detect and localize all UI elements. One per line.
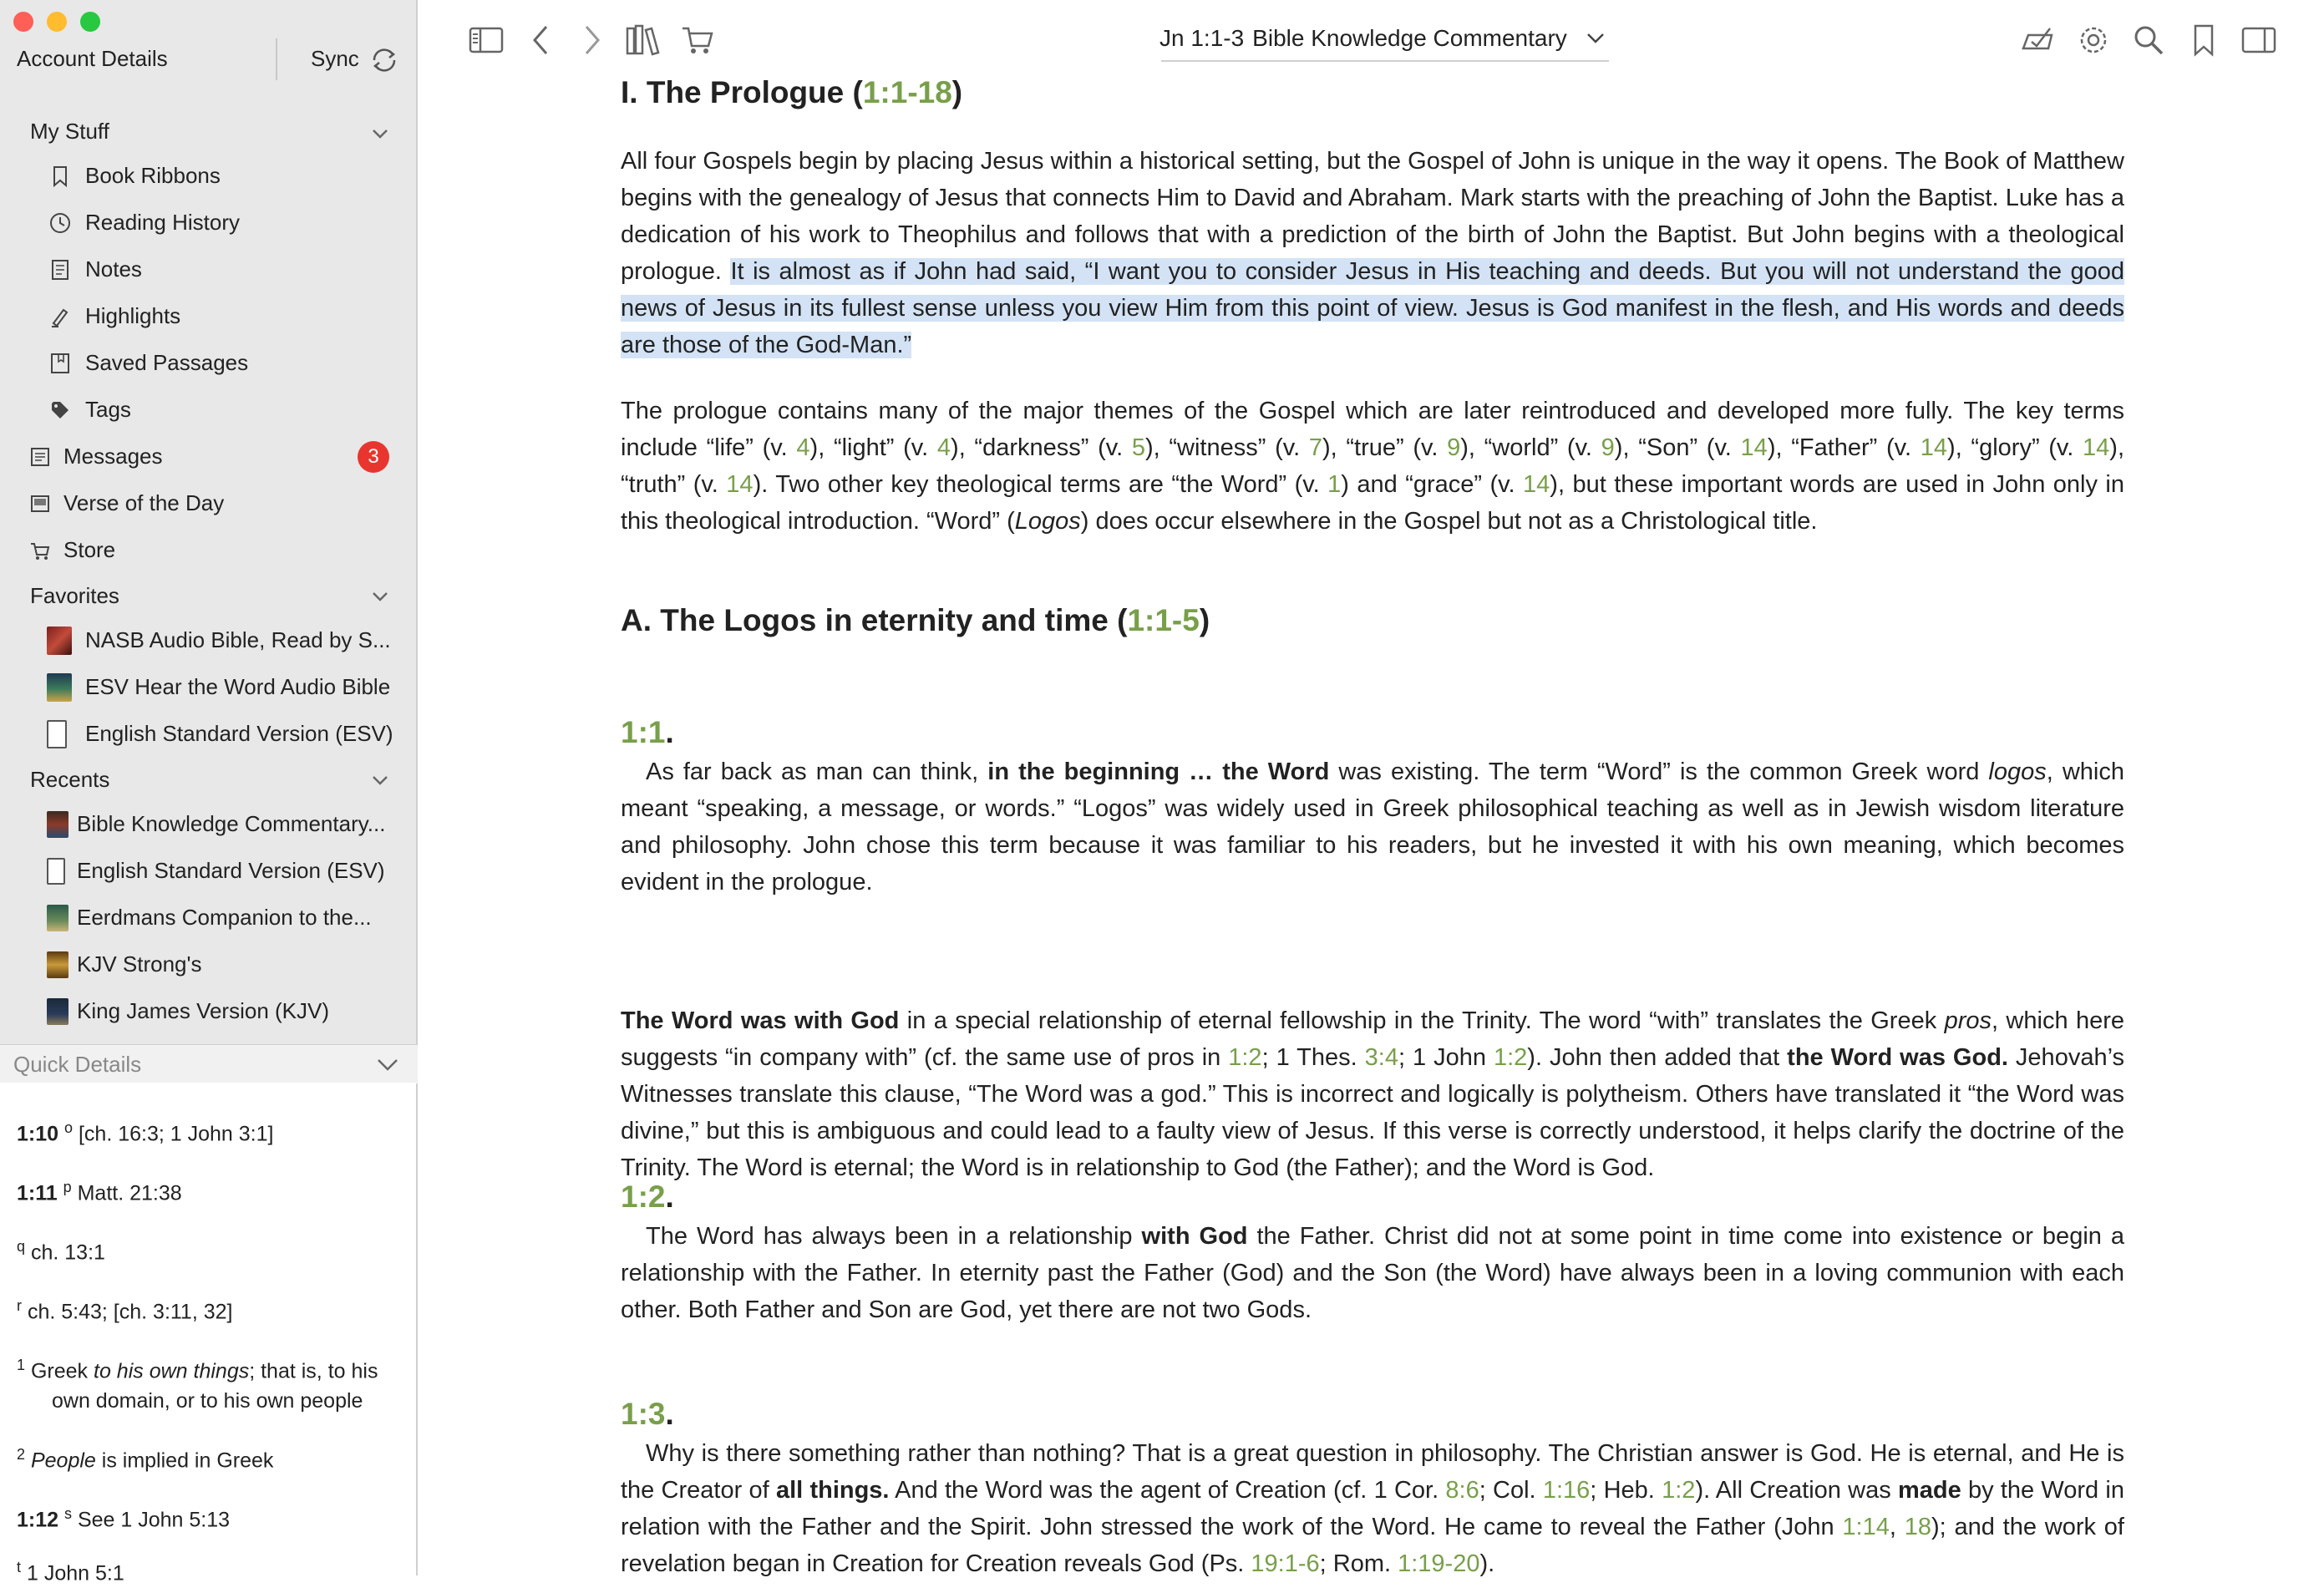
book-icon bbox=[47, 720, 72, 748]
verse-link[interactable]: 14 bbox=[1740, 434, 1768, 461]
my-stuff-header[interactable]: My Stuff bbox=[30, 119, 109, 144]
messages-count-badge: 3 bbox=[358, 441, 389, 473]
sidebar-item-saved-passages[interactable] bbox=[0, 342, 418, 384]
verse-of-day-icon bbox=[28, 492, 52, 515]
scripture-link[interactable]: 1:19-20 bbox=[1398, 1550, 1480, 1577]
sidebar-item-label: Highlights bbox=[85, 303, 181, 328]
quick-details-panel bbox=[0, 1083, 416, 1585]
verse-link[interactable]: 7 bbox=[1308, 434, 1322, 461]
sidebar-item-label: English Standard Version (ESV) bbox=[85, 721, 393, 746]
verse-link[interactable]: 14 bbox=[1523, 471, 1550, 498]
highlighted-text[interactable]: It is almost as if John had said, “I want you to consider Jesus in His teaching and deeds. But you will not understand the good news of Jesus in its fullest sense unless you view Him from this point of view. Jesus is God manifest in the flesh, and His words and deeds are those of the God-Man.” bbox=[621, 258, 2124, 358]
sidebar-item-label: Verse of the Day bbox=[63, 490, 225, 515]
scripture-link[interactable]: 19:1-6 bbox=[1251, 1550, 1320, 1577]
sidebar-item-label: Eerdmans Companion to the... bbox=[77, 905, 372, 930]
bookmark-icon[interactable] bbox=[2185, 23, 2222, 57]
verse-link[interactable]: 4 bbox=[936, 434, 951, 461]
verse-number[interactable]: 1:3. bbox=[621, 1397, 674, 1431]
book-cover-icon bbox=[47, 905, 69, 931]
sidebar-item-label: NASB Audio Bible, Read by S... bbox=[85, 627, 391, 652]
paragraph: The prologue contains many of the major themes of the Gospel which are later reintroduced and developed more fully. The key terms include “life” (v. 4), “light” (v. 4), “darkness” (v. 5), “witness” (v. 7), “true” (v. 9), “world” (v. 9), “Son” (v. 14), “Father” (v. 14), “glory” (v. 14), “truth” (v. 14). Two other key theological terms are “the Word” (v. 1) and “grace” (v. 14), but these important words are used in John only in this theological introduction. “Word” (Logos) does occur elsewhere in the Gospel but not as a Christological title. bbox=[621, 398, 2125, 535]
favorites-header[interactable]: Favorites bbox=[30, 583, 119, 608]
saved-passage-icon bbox=[48, 352, 72, 375]
sync-button[interactable]: Sync bbox=[311, 46, 359, 71]
search-icon[interactable] bbox=[2130, 23, 2167, 57]
scripture-link[interactable]: 3:4 bbox=[1364, 1044, 1398, 1071]
quick-detail-entry[interactable]: $^t$ 1 John 5:1 bbox=[17, 1559, 124, 1585]
scripture-link[interactable]: 1:2 bbox=[1662, 1477, 1696, 1504]
paragraph: All four Gospels begin by placing Jesus within a historical setting, but the Gospel of John is unique in the way it opens. The Book of Matthew begins with the genealogy of Jesus that connects Him to David and Abraham. Mark starts with the preaching of John the Baptist. Luke has a dedication of his work to Theophilus and follows that with a prediction of the birth of John the Baptist. But John begins with a theological prologue. It is almost as if John had said, “I want you to consider Jesus in His teaching and deeds. But you will not understand the good news of Jesus in its fullest sense unless you view Him from this point of view. Jesus is God manifest in the flesh, and His words and deeds are those of the God-Man.” bbox=[621, 148, 2124, 358]
scripture-link[interactable]: 1:1-18 bbox=[862, 75, 952, 109]
minimize-window-button[interactable] bbox=[47, 12, 67, 32]
tag-icon bbox=[48, 398, 72, 422]
verse-link[interactable]: 14 bbox=[1920, 434, 1948, 461]
sidebar-item-esv-audio-bible[interactable] bbox=[0, 667, 418, 708]
paragraph: The Word was with God in a special relationship of eternal fellowship in the Trinity. The word “with” translates the Greek pros, which here suggests “in company with” (cf. the same use of pros in 1:2; 1 Thes. 3:4; 1 John 1:2). John then added that the Word was God. Jehovah’s Witnesses translate this clause, “The Word was a god.” This is incorrect and logically is polytheism. Others have translated it “the Word was divine,” but this is ambiguous and could lead to a faulty view of Jesus. If this verse is correctly understood, it helps clarify the doctrine of the Trinity. The Word is eternal; the Word is in relationship to God (the Father); and the Word is God. bbox=[621, 1007, 2124, 1181]
sidebar-item-label: ESV Hear the Word Audio Bible bbox=[85, 674, 391, 699]
sidebar-item-label: King James Version (KJV) bbox=[77, 998, 330, 1023]
note-icon bbox=[48, 258, 72, 282]
sidebar-item-reading-history[interactable] bbox=[0, 202, 418, 244]
sidebar-item-label: Tags bbox=[85, 397, 131, 422]
store-cart-icon[interactable] bbox=[680, 23, 717, 57]
sidebar-item-label: English Standard Version (ESV) bbox=[77, 858, 385, 883]
messages-icon bbox=[28, 445, 52, 469]
recents-header[interactable]: Recents bbox=[30, 767, 110, 792]
resource-title: Bible Knowledge Commentary bbox=[1252, 25, 1567, 51]
book-cover-icon bbox=[47, 998, 69, 1025]
sidebar-item-store[interactable] bbox=[0, 530, 418, 571]
scripture-link[interactable]: 1:16 bbox=[1542, 1477, 1591, 1504]
chevron-down-icon[interactable] bbox=[1586, 32, 1606, 45]
sidebar-item-nasb-audio-bible[interactable] bbox=[0, 620, 418, 662]
sidebar bbox=[0, 0, 418, 1585]
sync-icon[interactable] bbox=[368, 43, 401, 77]
toolbar bbox=[418, 0, 2324, 80]
sidebar-item-tags[interactable] bbox=[0, 389, 418, 431]
sidebar-item-book-ribbons[interactable] bbox=[0, 155, 418, 197]
sidebar-item-bible-knowledge-commentary[interactable] bbox=[0, 804, 418, 845]
paragraph: As far back as man can think, in the beginning … the Word was existing. The term “Word” is the common Greek word logos, which meant “speaking, a message, or words.” “Logos” was widely used in Greek philosophical teaching as well as in Jewish wisdom literature and philosophy. John chose this term because it was familiar to his readers, but he invested it with his own meaning, which becomes evident in the prologue. bbox=[621, 758, 2124, 895]
sidebar-item-label: Messages bbox=[63, 444, 163, 469]
verse-link[interactable]: 14 bbox=[726, 471, 754, 498]
sidebar-item-label: Reading History bbox=[85, 210, 240, 235]
verse-link[interactable]: 9 bbox=[1601, 434, 1615, 461]
sidebar-item-label: Saved Passages bbox=[85, 350, 249, 375]
quick-detail-entry[interactable]: $^r$ ch. 5:43; [ch. 3:11, 32] bbox=[17, 1297, 233, 1324]
highlighter-icon bbox=[48, 305, 72, 328]
verse-number[interactable]: 1:2. bbox=[621, 1180, 674, 1214]
quick-detail-entry[interactable]: $^2$ People is implied in Greek bbox=[17, 1446, 274, 1473]
sidebar-item-label: Notes bbox=[85, 256, 142, 282]
scripture-link[interactable]: 1:14 bbox=[1842, 1514, 1890, 1540]
quick-details-title: Quick Details bbox=[13, 1052, 142, 1077]
library-icon[interactable] bbox=[625, 23, 662, 57]
scripture-link[interactable]: 8:6 bbox=[1445, 1477, 1479, 1504]
scripture-link[interactable]: 1:2 bbox=[1228, 1044, 1262, 1071]
forward-icon[interactable] bbox=[573, 23, 610, 57]
cart-icon bbox=[28, 539, 52, 562]
quick-detail-entry[interactable]: $^1$ Greek to his own things; that is, to his own domain, or to his own people bbox=[17, 1357, 378, 1413]
quick-details-header[interactable] bbox=[0, 1044, 418, 1084]
quick-detail-entry[interactable]: 1:12 $^s$ See 1 John 5:13 bbox=[17, 1505, 231, 1532]
sidebar-item-eerdmans-companion[interactable] bbox=[0, 897, 418, 939]
account-row bbox=[0, 43, 418, 77]
reference-underline bbox=[1161, 60, 1609, 62]
chevron-down-icon[interactable] bbox=[376, 1057, 399, 1072]
quick-detail-entry[interactable]: $^q$ ch. 13:1 bbox=[17, 1238, 105, 1265]
verse-link[interactable]: 14 bbox=[2083, 434, 2110, 461]
sidebar-item-notes[interactable] bbox=[0, 249, 418, 291]
reading-plan-icon[interactable] bbox=[2020, 23, 2057, 57]
verse-link[interactable]: 4 bbox=[796, 434, 810, 461]
back-icon[interactable] bbox=[523, 23, 560, 57]
sidebar-item-kjv[interactable] bbox=[0, 991, 418, 1032]
book-icon bbox=[47, 858, 69, 885]
close-window-button[interactable] bbox=[13, 12, 33, 32]
verse-number[interactable]: 1:1. bbox=[621, 715, 674, 749]
quick-detail-entry[interactable]: 1:10 $^o$ [ch. 16:3; 1 John 3:1] bbox=[17, 1119, 274, 1146]
verse-link[interactable]: 5 bbox=[1131, 434, 1145, 461]
book-cover-icon bbox=[47, 951, 69, 978]
scripture-link[interactable]: 1:2 bbox=[1493, 1044, 1528, 1071]
sidebar-item-kjv-strongs[interactable] bbox=[0, 944, 418, 986]
reference-selector[interactable] bbox=[1159, 25, 1576, 52]
clock-icon bbox=[48, 211, 72, 235]
sidebar-item-esv[interactable] bbox=[0, 713, 418, 755]
book-cover-icon bbox=[47, 627, 72, 655]
sidebar-item-label: KJV Strong's bbox=[77, 951, 202, 977]
scripture-link[interactable]: 1:1-5 bbox=[1127, 603, 1200, 637]
sidebar-item-highlights[interactable] bbox=[0, 296, 418, 337]
quick-detail-entry[interactable]: 1:11 $^p$ Matt. 21:38 bbox=[17, 1179, 182, 1205]
sidebar-item-label: Store bbox=[63, 537, 116, 562]
sidebar-item-label: Bible Knowledge Commentary... bbox=[77, 811, 386, 836]
right-panel-toggle-icon[interactable] bbox=[2240, 23, 2277, 57]
passage-reference: Jn 1:1-3 bbox=[1159, 25, 1245, 51]
sidebar-toggle-icon[interactable] bbox=[468, 23, 505, 57]
book-cover-icon bbox=[47, 673, 72, 702]
sidebar-item-messages[interactable] bbox=[0, 436, 418, 478]
verse-link[interactable]: 9 bbox=[1447, 434, 1461, 461]
verse-link[interactable]: 1 bbox=[1327, 471, 1342, 498]
account-details-button[interactable]: Account Details bbox=[17, 46, 168, 71]
settings-gear-icon[interactable] bbox=[2075, 23, 2112, 57]
bookmark-icon bbox=[48, 165, 72, 188]
book-cover-icon bbox=[47, 811, 69, 838]
paragraph: Why is there something rather than nothing? That is a great question in philosophy. The Christian answer is God. He is eternal, and He is the Creator of all things. And the Word was the agent of Creation (cf. 1 Cor. 8:6; Col. 1:16; Heb. 1:2). All Creation was made by the Word in relation with the Father and the Spirit. John stressed the work of the Word. He came to reveal the Father (John 1:14, 18); and the work of revelation began in Creation for Creation reveals God (Ps. 19:1-6; Rom. 1:19-20). bbox=[621, 1440, 2124, 1577]
scripture-link[interactable]: 18 bbox=[1904, 1514, 1931, 1540]
chevron-down-icon[interactable] bbox=[371, 127, 389, 140]
sidebar-item-verse-of-the-day[interactable] bbox=[0, 483, 418, 525]
sidebar-item-esv-recent[interactable] bbox=[0, 850, 418, 892]
divider bbox=[276, 38, 277, 80]
subsection-heading: A. The Logos in eternity and time (1:1-5) bbox=[621, 603, 1210, 637]
chevron-down-icon[interactable] bbox=[371, 590, 389, 603]
chevron-down-icon[interactable] bbox=[371, 774, 389, 787]
section-heading: I. The Prologue (1:1-18) bbox=[621, 75, 963, 109]
sidebar-item-label: Book Ribbons bbox=[85, 163, 221, 188]
paragraph: The Word has always been in a relationship with God the Father. Christ did not at some point in time come into existence or begin a relationship with the Father. In eternity past the Father (God) and the Son (the Word) have always been in a loving communion with each other. Both Father and Son are God, yet there are not two Gods. bbox=[621, 1223, 2125, 1323]
zoom-window-button[interactable] bbox=[80, 12, 100, 32]
